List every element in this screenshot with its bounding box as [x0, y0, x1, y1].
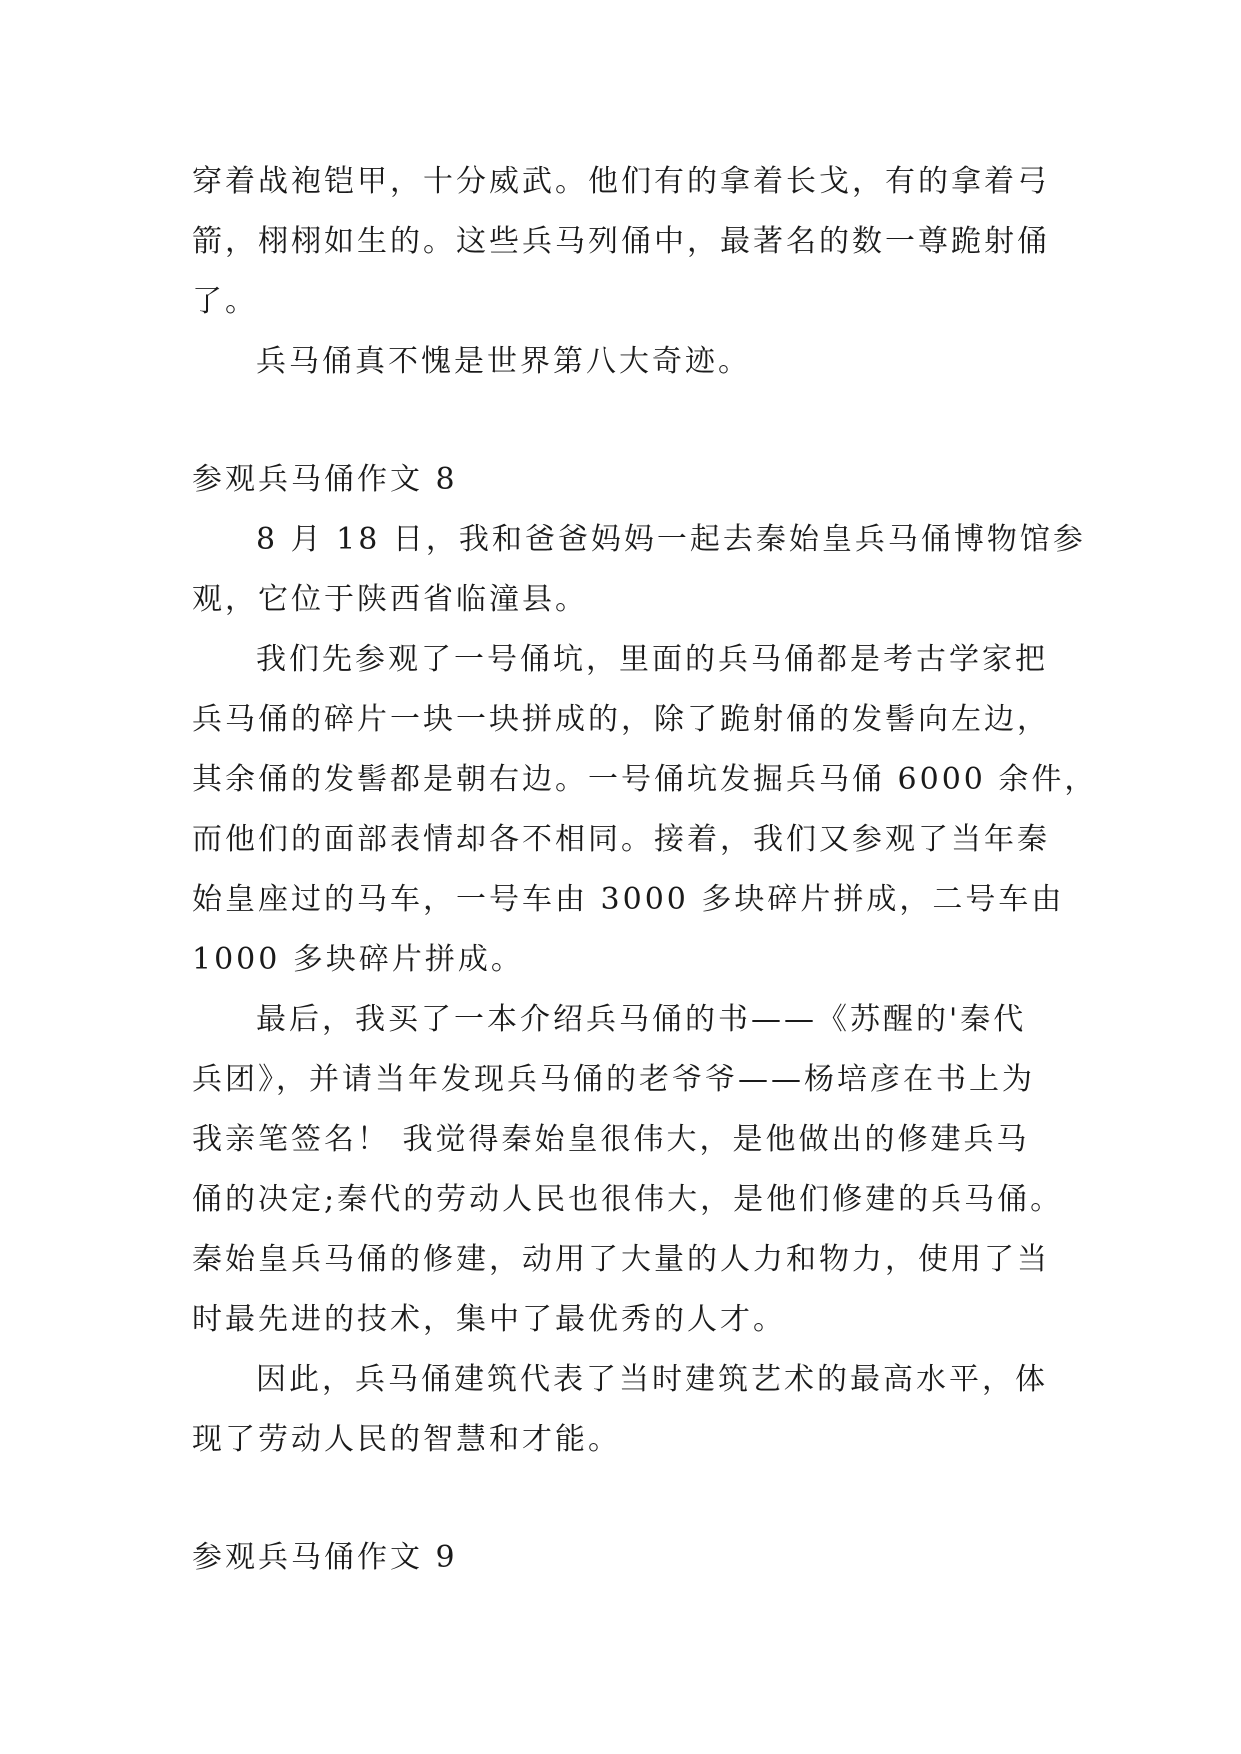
- paragraph-line: 而他们的面部表情却各不相同。接着，我们又参观了当年秦: [192, 822, 1050, 857]
- paragraph-line: 兵马俑的碎片一块一块拼成的，除了跪射俑的发髻向左边，: [192, 702, 1050, 737]
- paragraph-line: 现了劳动人民的智慧和才能。: [192, 1422, 621, 1457]
- paragraph-line: 因此，兵马俑建筑代表了当时建筑艺术的最高水平，体: [256, 1362, 1048, 1397]
- paragraph-line: 箭，栩栩如生的。这些兵马列俑中，最著名的数一尊跪射俑: [192, 224, 1050, 259]
- section-heading: 参观兵马俑作文 8: [192, 462, 458, 497]
- paragraph-line: 我们先参观了一号俑坑，里面的兵马俑都是考古学家把: [256, 642, 1048, 677]
- paragraph-line: 始皇座过的马车，一号车由 3000 多块碎片拼成，二号车由: [192, 882, 1065, 917]
- paragraph-line: 时最先进的技术，集中了最优秀的人才。: [192, 1302, 786, 1337]
- paragraph-line: 观，它位于陕西省临潼县。: [192, 582, 588, 617]
- paragraph-line: 兵团》，并请当年发现兵马俑的老爷爷——杨培彦在书上为: [192, 1062, 1035, 1097]
- paragraph-line: 穿着战袍铠甲，十分威武。他们有的拿着长戈，有的拿着弓: [192, 164, 1050, 199]
- paragraph-line: 俑的决定;秦代的劳动人民也很伟大，是他们修建的兵马俑。: [192, 1182, 1064, 1217]
- paragraph-line: 最后，我买了一本介绍兵马俑的书——《苏醒的'秦代: [256, 1002, 1027, 1037]
- paragraph-line: 其余俑的发髻都是朝右边。一号俑坑发掘兵马俑 6000 余件，: [192, 762, 1098, 797]
- paragraph-line: 了。: [192, 284, 258, 319]
- paragraph-line: 秦始皇兵马俑的修建，动用了大量的人力和物力，使用了当: [192, 1242, 1050, 1277]
- paragraph-line: 我亲笔签名！ 我觉得秦始皇很伟大，是他做出的修建兵马: [192, 1122, 1030, 1157]
- paragraph-line: 1000 多块碎片拼成。: [192, 942, 524, 977]
- paragraph-line: 兵马俑真不愧是世界第八大奇迹。: [256, 344, 751, 379]
- paragraph-line: 8 月 18 日，我和爸爸妈妈一起去秦始皇兵马俑博物馆参: [256, 522, 1086, 557]
- section-heading: 参观兵马俑作文 9: [192, 1540, 458, 1575]
